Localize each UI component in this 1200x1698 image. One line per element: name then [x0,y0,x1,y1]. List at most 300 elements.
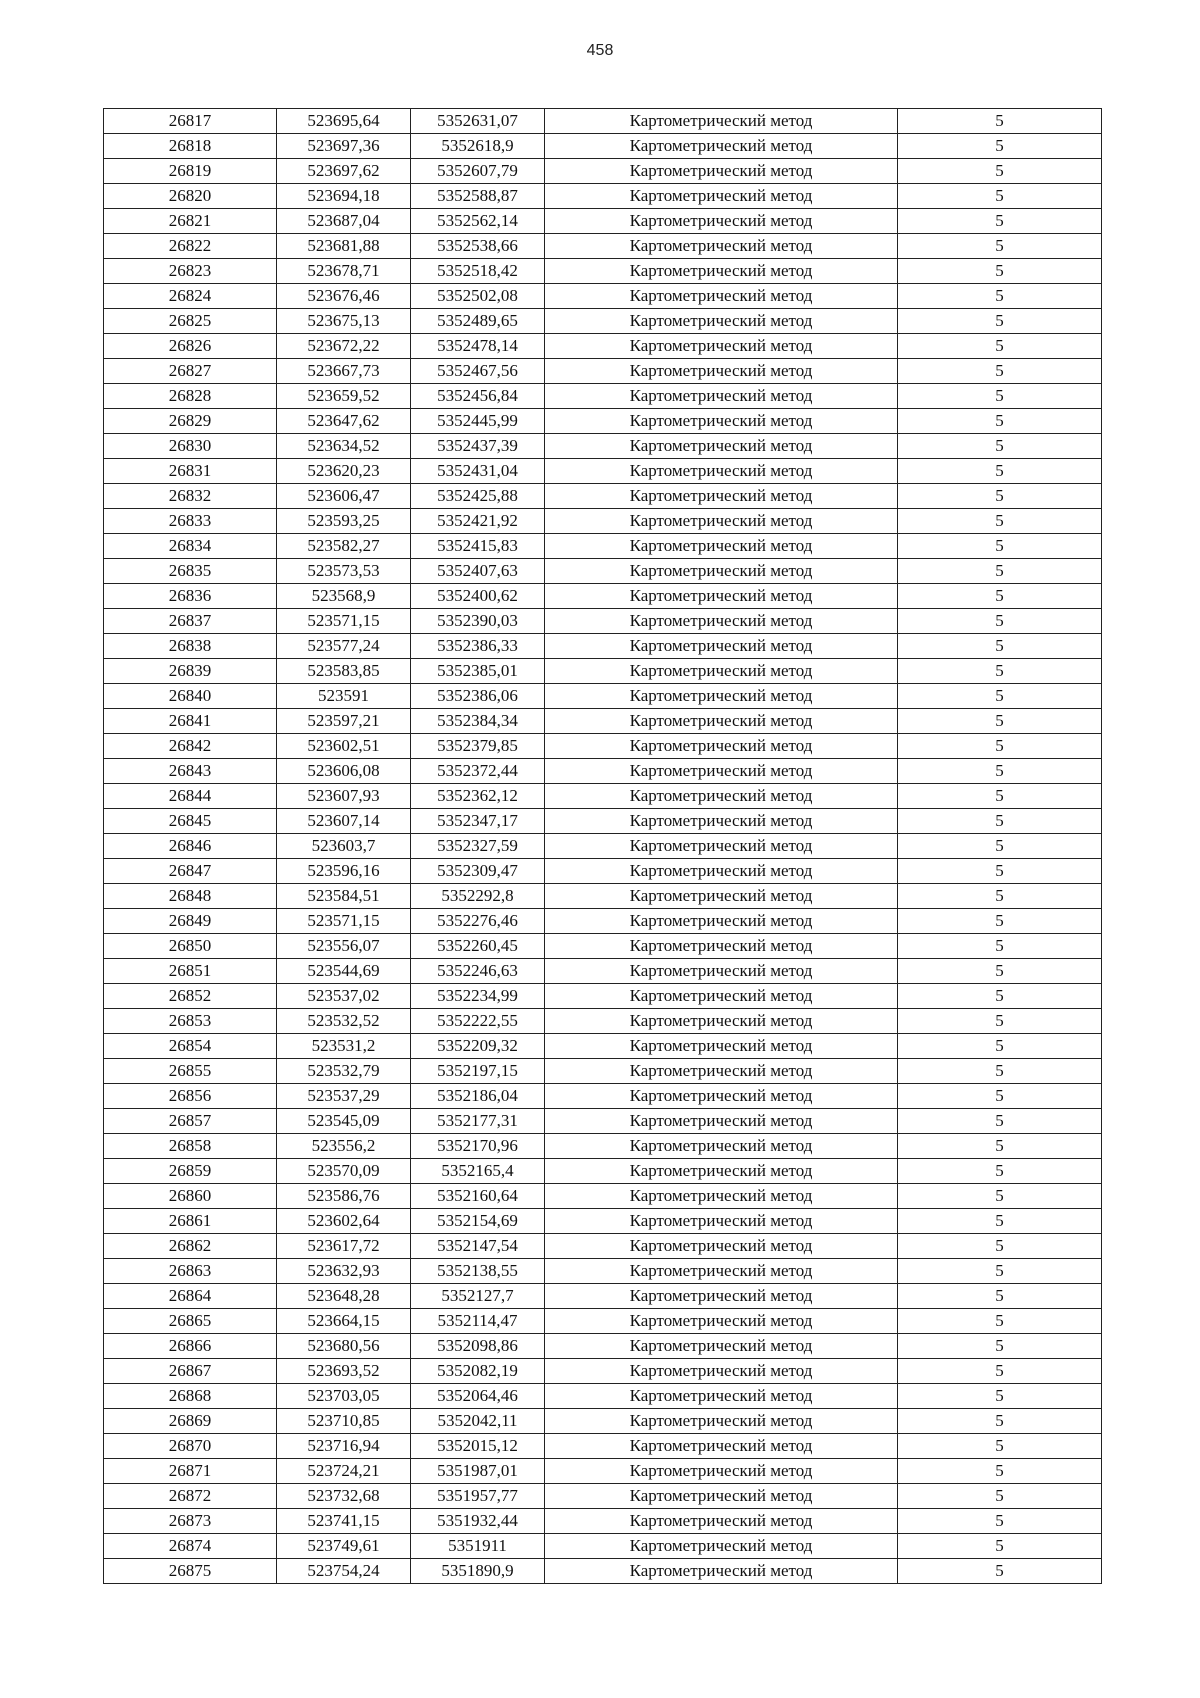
accuracy-cell: 5 [898,984,1102,1009]
accuracy-cell: 5 [898,1009,1102,1034]
x-coordinate-cell: 523647,62 [277,409,411,434]
method-cell: Картометрический метод [545,1134,898,1159]
y-coordinate-cell: 5352385,01 [411,659,545,684]
table-row [104,1309,1102,1334]
y-coordinate-cell: 5351932,44 [411,1509,545,1534]
x-coordinate-cell: 523571,15 [277,909,411,934]
x-coordinate-cell: 523591 [277,684,411,709]
point-number-cell: 26861 [104,1209,277,1234]
table-row [104,1109,1102,1134]
table-row [104,1134,1102,1159]
x-coordinate-cell: 523607,93 [277,784,411,809]
table-row [104,384,1102,409]
y-coordinate-cell: 5352386,06 [411,684,545,709]
point-number-cell: 26828 [104,384,277,409]
x-coordinate-cell: 523659,52 [277,384,411,409]
x-coordinate-cell: 523537,02 [277,984,411,1009]
point-number-cell: 26819 [104,159,277,184]
method-cell: Картометрический метод [545,834,898,859]
point-number-cell: 26825 [104,309,277,334]
x-coordinate-cell: 523716,94 [277,1434,411,1459]
x-coordinate-cell: 523681,88 [277,234,411,259]
table-row [104,509,1102,534]
table-row [104,759,1102,784]
point-number-cell: 26853 [104,1009,277,1034]
point-number-cell: 26823 [104,259,277,284]
x-coordinate-cell: 523583,85 [277,659,411,684]
point-number-cell: 26843 [104,759,277,784]
y-coordinate-cell: 5352147,54 [411,1234,545,1259]
y-coordinate-cell: 5352467,56 [411,359,545,384]
method-cell: Картометрический метод [545,1059,898,1084]
point-number-cell: 26822 [104,234,277,259]
table-row [104,1409,1102,1434]
y-coordinate-cell: 5352390,03 [411,609,545,634]
method-cell: Картометрический метод [545,634,898,659]
table-row [104,1284,1102,1309]
accuracy-cell: 5 [898,234,1102,259]
table-row [104,1084,1102,1109]
x-coordinate-cell: 523693,52 [277,1359,411,1384]
x-coordinate-cell: 523732,68 [277,1484,411,1509]
x-coordinate-cell: 523695,64 [277,109,411,134]
method-cell: Картометрический метод [545,509,898,534]
accuracy-cell: 5 [898,1159,1102,1184]
accuracy-cell: 5 [898,1059,1102,1084]
point-number-cell: 26839 [104,659,277,684]
accuracy-cell: 5 [898,434,1102,459]
method-cell: Картометрический метод [545,609,898,634]
y-coordinate-cell: 5352379,85 [411,734,545,759]
point-number-cell: 26860 [104,1184,277,1209]
y-coordinate-cell: 5352347,17 [411,809,545,834]
accuracy-cell: 5 [898,1234,1102,1259]
point-number-cell: 26851 [104,959,277,984]
table-row [104,584,1102,609]
point-number-cell: 26833 [104,509,277,534]
method-cell: Картометрический метод [545,384,898,409]
point-number-cell: 26855 [104,1059,277,1084]
accuracy-cell: 5 [898,1459,1102,1484]
method-cell: Картометрический метод [545,1109,898,1134]
x-coordinate-cell: 523531,2 [277,1034,411,1059]
accuracy-cell: 5 [898,909,1102,934]
method-cell: Картометрический метод [545,359,898,384]
method-cell: Картометрический метод [545,784,898,809]
table-row [104,1059,1102,1084]
accuracy-cell: 5 [898,684,1102,709]
accuracy-cell: 5 [898,734,1102,759]
table-row [104,1259,1102,1284]
table-row [104,809,1102,834]
accuracy-cell: 5 [898,209,1102,234]
table-row [104,634,1102,659]
y-coordinate-cell: 5352384,34 [411,709,545,734]
y-coordinate-cell: 5352160,64 [411,1184,545,1209]
x-coordinate-cell: 523544,69 [277,959,411,984]
x-coordinate-cell: 523664,15 [277,1309,411,1334]
method-cell: Картометрический метод [545,809,898,834]
method-cell: Картометрический метод [545,409,898,434]
method-cell: Картометрический метод [545,484,898,509]
table-row [104,1509,1102,1534]
table-row [104,559,1102,584]
point-number-cell: 26863 [104,1259,277,1284]
y-coordinate-cell: 5352165,4 [411,1159,545,1184]
x-coordinate-cell: 523537,29 [277,1084,411,1109]
y-coordinate-cell: 5352415,83 [411,534,545,559]
y-coordinate-cell: 5351987,01 [411,1459,545,1484]
x-coordinate-cell: 523634,52 [277,434,411,459]
method-cell: Картометрический метод [545,709,898,734]
y-coordinate-cell: 5352098,86 [411,1334,545,1359]
y-coordinate-cell: 5352015,12 [411,1434,545,1459]
accuracy-cell: 5 [898,284,1102,309]
x-coordinate-cell: 523741,15 [277,1509,411,1534]
y-coordinate-cell: 5351911 [411,1534,545,1559]
y-coordinate-cell: 5352400,62 [411,584,545,609]
x-coordinate-cell: 523672,22 [277,334,411,359]
x-coordinate-cell: 523570,09 [277,1159,411,1184]
x-coordinate-cell: 523606,47 [277,484,411,509]
method-cell: Картометрический метод [545,184,898,209]
method-cell: Картометрический метод [545,984,898,1009]
method-cell: Картометрический метод [545,334,898,359]
table-row [104,1334,1102,1359]
x-coordinate-cell: 523586,76 [277,1184,411,1209]
x-coordinate-cell: 523597,21 [277,709,411,734]
method-cell: Картометрический метод [545,1009,898,1034]
x-coordinate-cell: 523582,27 [277,534,411,559]
table-row [104,1234,1102,1259]
point-number-cell: 26830 [104,434,277,459]
x-coordinate-cell: 523687,04 [277,209,411,234]
table-row [104,959,1102,984]
y-coordinate-cell: 5352327,59 [411,834,545,859]
table-row [104,409,1102,434]
method-cell: Картометрический метод [545,1559,898,1584]
y-coordinate-cell: 5352260,45 [411,934,545,959]
accuracy-cell: 5 [898,534,1102,559]
accuracy-cell: 5 [898,884,1102,909]
x-coordinate-cell: 523749,61 [277,1534,411,1559]
accuracy-cell: 5 [898,309,1102,334]
method-cell: Картометрический метод [545,1159,898,1184]
point-number-cell: 26859 [104,1159,277,1184]
accuracy-cell: 5 [898,1384,1102,1409]
point-number-cell: 26831 [104,459,277,484]
point-number-cell: 26872 [104,1484,277,1509]
y-coordinate-cell: 5351890,9 [411,1559,545,1584]
point-number-cell: 26844 [104,784,277,809]
method-cell: Картометрический метод [545,1484,898,1509]
accuracy-cell: 5 [898,1184,1102,1209]
point-number-cell: 26849 [104,909,277,934]
table-row [104,434,1102,459]
method-cell: Картометрический метод [545,1509,898,1534]
point-number-cell: 26820 [104,184,277,209]
y-coordinate-cell: 5352407,63 [411,559,545,584]
point-number-cell: 26837 [104,609,277,634]
x-coordinate-cell: 523678,71 [277,259,411,284]
y-coordinate-cell: 5352618,9 [411,134,545,159]
point-number-cell: 26858 [104,1134,277,1159]
table-row [104,1384,1102,1409]
x-coordinate-cell: 523556,2 [277,1134,411,1159]
accuracy-cell: 5 [898,1259,1102,1284]
y-coordinate-cell: 5352631,07 [411,109,545,134]
table-row [104,259,1102,284]
y-coordinate-cell: 5352222,55 [411,1009,545,1034]
accuracy-cell: 5 [898,1534,1102,1559]
method-cell: Картометрический метод [545,309,898,334]
method-cell: Картометрический метод [545,734,898,759]
accuracy-cell: 5 [898,784,1102,809]
point-number-cell: 26869 [104,1409,277,1434]
y-coordinate-cell: 5352309,47 [411,859,545,884]
x-coordinate-cell: 523577,24 [277,634,411,659]
y-coordinate-cell: 5352362,12 [411,784,545,809]
point-number-cell: 26874 [104,1534,277,1559]
accuracy-cell: 5 [898,834,1102,859]
point-number-cell: 26834 [104,534,277,559]
y-coordinate-cell: 5352489,65 [411,309,545,334]
table-row [104,934,1102,959]
y-coordinate-cell: 5352177,31 [411,1109,545,1134]
point-number-cell: 26862 [104,1234,277,1259]
method-cell: Картометрический метод [545,1084,898,1109]
x-coordinate-cell: 523617,72 [277,1234,411,1259]
method-cell: Картометрический метод [545,1259,898,1284]
accuracy-cell: 5 [898,709,1102,734]
method-cell: Картометрический метод [545,1459,898,1484]
method-cell: Картометрический метод [545,1034,898,1059]
table-row [104,234,1102,259]
accuracy-cell: 5 [898,334,1102,359]
y-coordinate-cell: 5352421,92 [411,509,545,534]
x-coordinate-cell: 523648,28 [277,1284,411,1309]
y-coordinate-cell: 5352478,14 [411,334,545,359]
table-row [104,334,1102,359]
accuracy-cell: 5 [898,584,1102,609]
x-coordinate-cell: 523710,85 [277,1409,411,1434]
point-number-cell: 26821 [104,209,277,234]
accuracy-cell: 5 [898,1084,1102,1109]
y-coordinate-cell: 5352276,46 [411,909,545,934]
accuracy-cell: 5 [898,959,1102,984]
method-cell: Картометрический метод [545,1534,898,1559]
table-row [104,284,1102,309]
method-cell: Картометрический метод [545,1184,898,1209]
accuracy-cell: 5 [898,484,1102,509]
accuracy-cell: 5 [898,659,1102,684]
point-number-cell: 26841 [104,709,277,734]
table-row [104,709,1102,734]
accuracy-cell: 5 [898,859,1102,884]
y-coordinate-cell: 5352386,33 [411,634,545,659]
accuracy-cell: 5 [898,1284,1102,1309]
y-coordinate-cell: 5352154,69 [411,1209,545,1234]
table-row [104,309,1102,334]
y-coordinate-cell: 5352114,47 [411,1309,545,1334]
table-row [104,1459,1102,1484]
x-coordinate-cell: 523571,15 [277,609,411,634]
method-cell: Картометрический метод [545,1334,898,1359]
x-coordinate-cell: 523703,05 [277,1384,411,1409]
x-coordinate-cell: 523675,13 [277,309,411,334]
y-coordinate-cell: 5352246,63 [411,959,545,984]
table-row [104,1359,1102,1384]
point-number-cell: 26840 [104,684,277,709]
method-cell: Картометрический метод [545,759,898,784]
method-cell: Картометрический метод [545,159,898,184]
accuracy-cell: 5 [898,459,1102,484]
x-coordinate-cell: 523532,79 [277,1059,411,1084]
table-row [104,1209,1102,1234]
x-coordinate-cell: 523545,09 [277,1109,411,1134]
table-row [104,134,1102,159]
table-row [104,1184,1102,1209]
y-coordinate-cell: 5352209,32 [411,1034,545,1059]
table-row [104,359,1102,384]
accuracy-cell: 5 [898,634,1102,659]
table-row [104,909,1102,934]
method-cell: Картометрический метод [545,859,898,884]
accuracy-cell: 5 [898,509,1102,534]
point-number-cell: 26829 [104,409,277,434]
point-number-cell: 26873 [104,1509,277,1534]
table-row [104,209,1102,234]
x-coordinate-cell: 523593,25 [277,509,411,534]
table-row [104,659,1102,684]
x-coordinate-cell: 523573,53 [277,559,411,584]
method-cell: Картометрический метод [545,109,898,134]
y-coordinate-cell: 5352042,11 [411,1409,545,1434]
point-number-cell: 26852 [104,984,277,1009]
method-cell: Картометрический метод [545,234,898,259]
table-row [104,484,1102,509]
y-coordinate-cell: 5352445,99 [411,409,545,434]
y-coordinate-cell: 5352064,46 [411,1384,545,1409]
accuracy-cell: 5 [898,109,1102,134]
method-cell: Картометрический метод [545,1234,898,1259]
x-coordinate-cell: 523667,73 [277,359,411,384]
point-number-cell: 26845 [104,809,277,834]
accuracy-cell: 5 [898,1109,1102,1134]
x-coordinate-cell: 523596,16 [277,859,411,884]
page-number: 458 [586,42,614,59]
accuracy-cell: 5 [898,1434,1102,1459]
table-row [104,459,1102,484]
y-coordinate-cell: 5352170,96 [411,1134,545,1159]
point-number-cell: 26826 [104,334,277,359]
x-coordinate-cell: 523694,18 [277,184,411,209]
table-row [104,684,1102,709]
table-row [104,1159,1102,1184]
method-cell: Картометрический метод [545,959,898,984]
accuracy-cell: 5 [898,1034,1102,1059]
method-cell: Картометрический метод [545,1359,898,1384]
x-coordinate-cell: 523754,24 [277,1559,411,1584]
x-coordinate-cell: 523606,08 [277,759,411,784]
x-coordinate-cell: 523632,93 [277,1259,411,1284]
point-number-cell: 26864 [104,1284,277,1309]
accuracy-cell: 5 [898,1134,1102,1159]
x-coordinate-cell: 523607,14 [277,809,411,834]
y-coordinate-cell: 5352456,84 [411,384,545,409]
method-cell: Картометрический метод [545,1384,898,1409]
method-cell: Картометрический метод [545,1409,898,1434]
x-coordinate-cell: 523680,56 [277,1334,411,1359]
table-row [104,609,1102,634]
y-coordinate-cell: 5351957,77 [411,1484,545,1509]
accuracy-cell: 5 [898,159,1102,184]
accuracy-cell: 5 [898,384,1102,409]
accuracy-cell: 5 [898,1309,1102,1334]
accuracy-cell: 5 [898,609,1102,634]
table-row [104,109,1102,134]
accuracy-cell: 5 [898,359,1102,384]
method-cell: Картометрический метод [545,534,898,559]
method-cell: Картометрический метод [545,209,898,234]
method-cell: Картометрический метод [545,459,898,484]
x-coordinate-cell: 523620,23 [277,459,411,484]
point-number-cell: 26865 [104,1309,277,1334]
y-coordinate-cell: 5352292,8 [411,884,545,909]
table-row [104,784,1102,809]
point-number-cell: 26854 [104,1034,277,1059]
y-coordinate-cell: 5352431,04 [411,459,545,484]
point-number-cell: 26838 [104,634,277,659]
y-coordinate-cell: 5352372,44 [411,759,545,784]
y-coordinate-cell: 5352425,88 [411,484,545,509]
x-coordinate-cell: 523602,64 [277,1209,411,1234]
table-row [104,984,1102,1009]
accuracy-cell: 5 [898,809,1102,834]
method-cell: Картометрический метод [545,934,898,959]
table-row [104,1034,1102,1059]
x-coordinate-cell: 523724,21 [277,1459,411,1484]
point-number-cell: 26818 [104,134,277,159]
accuracy-cell: 5 [898,759,1102,784]
point-number-cell: 26846 [104,834,277,859]
method-cell: Картометрический метод [545,1434,898,1459]
x-coordinate-cell: 523603,7 [277,834,411,859]
accuracy-cell: 5 [898,184,1102,209]
point-number-cell: 26856 [104,1084,277,1109]
coordinates-table-body [104,109,1102,1584]
coordinates-table [103,108,1102,1584]
point-number-cell: 26875 [104,1559,277,1584]
table-row [104,159,1102,184]
table-row [104,834,1102,859]
method-cell: Картометрический метод [545,434,898,459]
y-coordinate-cell: 5352138,55 [411,1259,545,1284]
table-row [104,859,1102,884]
accuracy-cell: 5 [898,409,1102,434]
point-number-cell: 26847 [104,859,277,884]
point-number-cell: 26850 [104,934,277,959]
table-row [104,1559,1102,1584]
y-coordinate-cell: 5352437,39 [411,434,545,459]
accuracy-cell: 5 [898,559,1102,584]
table-row [104,184,1102,209]
x-coordinate-cell: 523697,36 [277,134,411,159]
method-cell: Картометрический метод [545,684,898,709]
method-cell: Картометрический метод [545,1284,898,1309]
y-coordinate-cell: 5352538,66 [411,234,545,259]
accuracy-cell: 5 [898,1409,1102,1434]
